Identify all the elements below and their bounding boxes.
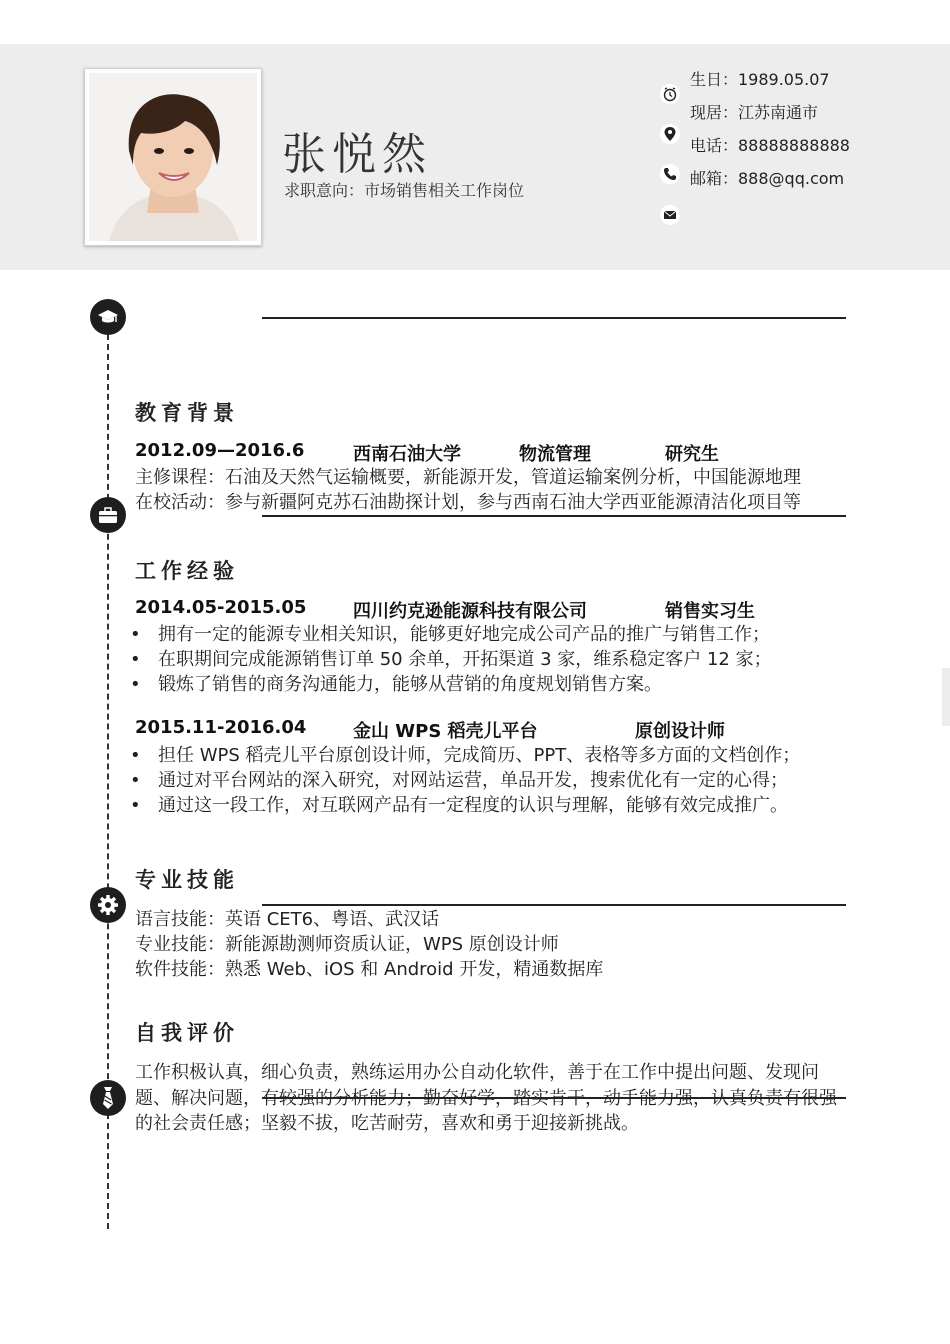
skill-professional: 专业技能：新能源勘测师资质认证，WPS 原创设计师 (135, 934, 559, 955)
bullet-dot: • (130, 674, 141, 695)
skills-title: 专业技能 (135, 868, 239, 892)
education-period: 2012.09—2016.6 (135, 440, 305, 461)
education-activities: 在校活动：参与新疆阿克苏石油勘探计划，参与西南石油大学西亚能源清洁化项目等 (135, 492, 801, 513)
clock-icon (660, 84, 680, 104)
job-1-bullets (130, 622, 772, 697)
list-item: • 通过对平台网站的深入研究，对网站运营，单品开发，搜索优化有一定的心得； (130, 770, 788, 791)
divider-skills (262, 904, 846, 906)
bullet-dot: • (130, 795, 141, 816)
person-name: 张悦然 (282, 129, 432, 180)
bullet-dot: • (130, 624, 141, 645)
job-intent: 求职意向：市场销售相关工作岗位 (284, 181, 525, 200)
divider-education (262, 317, 846, 319)
list-item: • 在职期间完成能源销售订单 50 余单，开拓渠道 3 家，维系稳定客户 12 家； (130, 649, 772, 670)
avatar-illustration (89, 73, 257, 241)
mail-icon (660, 205, 680, 225)
work-title: 工作经验 (135, 559, 239, 583)
self-eval-text: 工作积极认真，细心负责，熟练运用办公自动化软件，善于在工作中提出问题、发现问题、解决问题，有较强的分析能力；勤奋好学，踏实肯干，动手能力强，认真负责有很强的社会责任感；坚毅不拔，吃苦耐劳，喜欢和勇于迎接新挑战。 (135, 1062, 837, 1134)
bullet-dot: • (130, 745, 141, 766)
job-2-company: 金山 WPS 稻壳儿平台 (353, 721, 538, 742)
job-2-period: 2015.11-2016.04 (135, 717, 307, 738)
skill-language: 语言技能：英语 CET6、粤语、武汉话 (135, 909, 440, 930)
skill-software: 软件技能：熟悉 Web、iOS 和 Android 开发，精通数据库 (135, 959, 604, 980)
side-scroll-tab[interactable] (942, 668, 950, 726)
avatar (89, 73, 257, 241)
bullet-dot: • (130, 649, 141, 670)
job-1-period: 2014.05-2015.05 (135, 597, 307, 618)
list-item: • 拥有一定的能源专业相关知识，能够更好地完成公司产品的推广与销售工作； (130, 624, 770, 645)
job-1-role: 销售实习生 (665, 601, 755, 622)
birthday-text: 生日：1989.05.07 (690, 70, 830, 89)
education-degree: 研究生 (665, 444, 719, 465)
education-major: 物流管理 (519, 444, 591, 465)
job-2-bullets (130, 743, 800, 818)
list-item: • 担任 WPS 稻壳儿平台原创设计师，完成简历、PPT、表格等多方面的文档创作； (130, 745, 801, 766)
job-1-company: 四川约克逊能源科技有限公司 (353, 601, 587, 622)
education-courses: 主修课程：石油及天然气运输概要，新能源开发，管道运输案例分析，中国能源地理 (135, 467, 801, 488)
residence-text: 现居：江苏南通市 (690, 103, 819, 122)
education-title: 教育背景 (135, 401, 239, 425)
self-eval-title: 自我评价 (135, 1021, 239, 1045)
list-item: • 通过这一段工作，对互联网产品有一定程度的认识与理解，能够有效完成推广。 (130, 795, 788, 816)
graduation-cap-icon (90, 299, 126, 335)
bullet-dot: • (130, 770, 141, 791)
contact-info (690, 68, 850, 200)
education-school: 西南石油大学 (353, 444, 461, 465)
photo-frame (84, 68, 262, 246)
location-pin-icon (660, 124, 680, 144)
email-text: 邮箱：888@qq.com (690, 169, 845, 188)
job-2-role: 原创设计师 (635, 721, 725, 742)
gear-icon (90, 887, 126, 923)
tie-icon (90, 1080, 126, 1116)
list-item: • 锻炼了销售的商务沟通能力，能够从营销的角度规划销售方案。 (130, 674, 662, 695)
divider-work (262, 515, 846, 517)
phone-text: 电话：88888888888 (690, 136, 850, 155)
briefcase-icon (90, 497, 126, 533)
phone-icon (660, 164, 680, 184)
